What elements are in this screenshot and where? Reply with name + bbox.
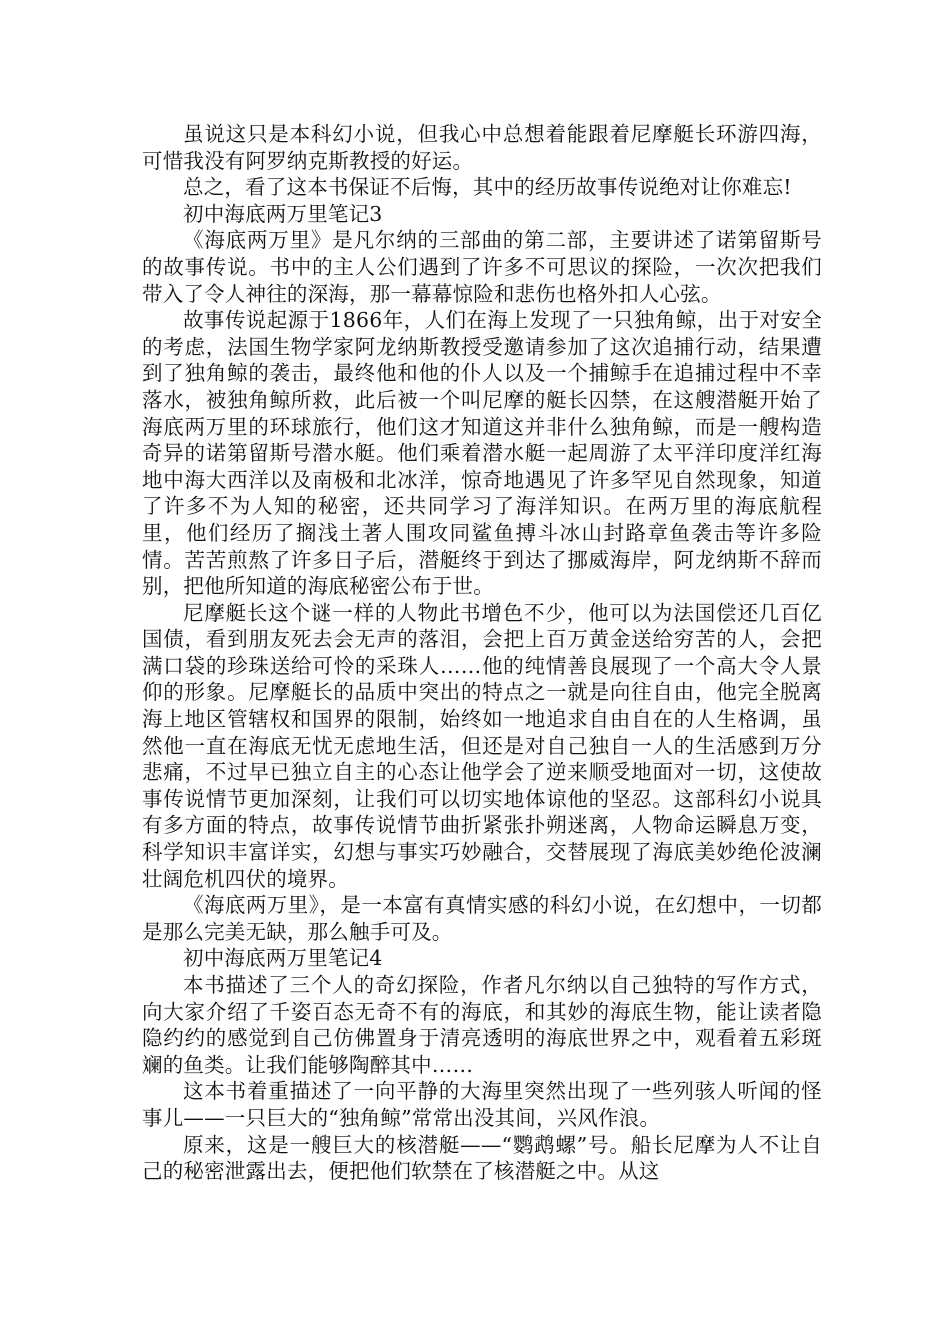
paragraph: 《海底两万里》，是一本富有真情实感的科幻小说，在幻想中，一切都是那么完美无缺，那么触手可及。 bbox=[142, 893, 822, 944]
paragraph: 本书描述了三个人的奇幻探险，作者凡尔纳以自己独特的写作方式，向大家介绍了千姿百态无奇不有的海底，和其妙的海底生物，能让读者隐隐约约的感觉到自己仿佛置身于清亮透明的海底世界之中，观看着五彩斑斓的鱼类。让我们能够陶醉其中…… bbox=[142, 973, 822, 1077]
section-heading: 初中海底两万里笔记3 bbox=[183, 201, 383, 226]
section-heading: 初中海底两万里笔记4 bbox=[183, 946, 383, 971]
paragraph: 虽说这只是本科幻小说，但我心中总想着能跟着尼摩艇长环游四海，可惜我没有阿罗纳克斯教授的好运。 bbox=[142, 122, 822, 173]
paragraph: 总之，看了这本书保证不后悔，其中的经历故事传说绝对让你难忘! bbox=[183, 175, 792, 200]
document-body bbox=[142, 121, 822, 1185]
paragraph: 这本书着重描述了一向平静的大海里突然出现了一些列骇人听闻的怪事儿——一只巨大的“独角鲸”常常出没其间，兴风作浪。 bbox=[142, 1079, 822, 1130]
paragraph: 原来，这是一艘巨大的核潜艇——“鹦鹉螺”号。船长尼摩为人不让自己的秘密泄露出去，便把他们软禁在了核潜艇之中。从这 bbox=[142, 1132, 822, 1184]
paragraph: 尼摩艇长这个谜一样的人物此书增色不少，他可以为法国偿还几百亿国债，看到朋友死去会无声的落泪，会把上百万黄金送给穷苦的人，会把满口袋的珍珠送给可怜的采珠人……他的纯情善良展现了一个高大令人景仰的形象。尼摩艇长的品质中突出的特点之一就是向往自由，他完全脱离海上地区管辖权和国界的限制，始终如一地追求自由自在的人生格调，虽然他一直在海底无忧无虑地生活，但还是对自己独自一人的生活感到万分悲痛，不过早已独立自主的心态让他学会了逆来顺受地面对一切，这使故事传说情节更加深刻，让我们可以切实地体谅他的坚忍。这部科幻小说具有多方面的特点，故事传说情节曲折紧张扑朔迷离，人物命运瞬息万变，科学知识丰富详实，幻想与事实巧妙融合，交替展现了海底美妙绝伦波澜壮阔危机四伏的境界。 bbox=[142, 600, 822, 891]
paragraph: 故事传说起源于1866年，人们在海上发现了一只独角鲸，出于对安全的考虑，法国生物学家阿龙纳斯教授受邀请参加了这次追捕行动，结果遭到了独角鲸的袭击，最终他和他的仆人以及一个捕鲸手在追捕过程中不幸落水，被独角鲸所救，此后被一个叫尼摩的艇长囚禁，在这艘潜艇开始了海底两万里的环球旅行，他们这才知道这并非什么独角鲸，而是一艘构造奇异的诺第留斯号潜水艇。他们乘着潜水艇一起周游了太平洋印度洋红海地中海大西洋以及南极和北冰洋，惊奇地遇见了许多罕见自然现象，知道了许多不为人知的秘密，还共同学习了海洋知识。在两万里的海底航程里，他们经历了搁浅土著人围攻同鲨鱼搏斗冰山封路章鱼袭击等许多险情。苦苦煎熬了许多日子后，潜艇终于到达了挪威海岸，阿龙纳斯不辞而别，把他所知道的海底秘密公布于世。 bbox=[142, 308, 822, 599]
paragraph: 《海底两万里》是凡尔纳的三部曲的第二部，主要讲述了诺第留斯号的故事传说。书中的主人公们遇到了许多不可思议的探险，一次次把我们带入了令人神往的深海，那一幕幕惊险和悲伤也格外扣人心弦。 bbox=[142, 228, 822, 306]
